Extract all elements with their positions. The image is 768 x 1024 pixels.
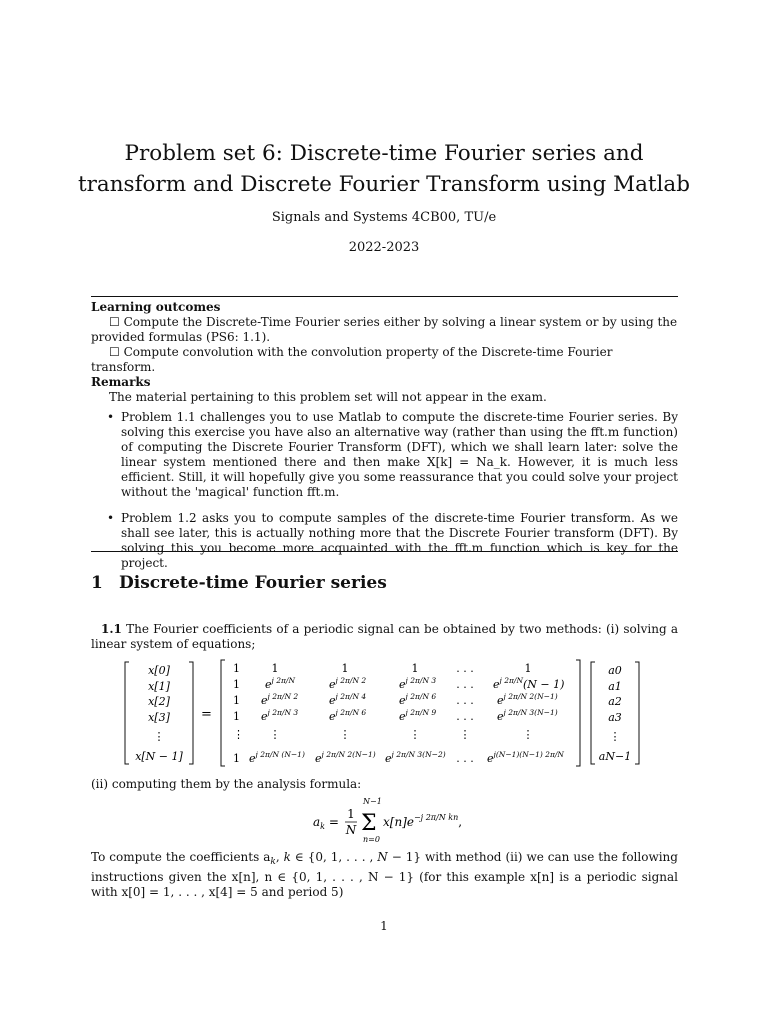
problem-text: The Fourier coefficients of a periodic signal can be obtained by two methods: (i) solving a linear system of equations;: [91, 622, 679, 651]
lhs-xN: x[N − 1]: [135, 750, 183, 763]
outcome-1: [91, 315, 678, 345]
svg-text:1: 1: [233, 694, 240, 707]
svg-text:ej 2π/N 2(N−1): $e^{j 2\pi/N 2(N-1)}$: [497, 692, 558, 707]
svg-text:1: 1: [233, 662, 240, 675]
outcome-1-text: ☐ Compute the Discrete-Time Fourier series either by solving a linear system or by using the provided formulas (PS6: 1.1).: [91, 315, 678, 344]
title-line-2: transform and Discrete Fourier Transform using Matlab: [77, 172, 691, 197]
problem-intro: [91, 622, 678, 652]
svg-text:1: 1: [233, 678, 240, 691]
linear-system-equation: [91, 656, 678, 772]
equals-sign: =: [201, 707, 212, 722]
remark-bullet-1: • Problem 1.1 challenges you to use Matlab to compute the discrete-time Fourier series. By solving this exercise you have also an alternative way (rather than using the fft.m function) of computing the Discrete Fourier Transform (DFT), which we shall learn later: solve the linear system mentioned there and then make X[k] = Na_k. However, it is much less efficient. Still, it will hopefully give you some reassurance that you could solve your project without the 'magical' function fft.m.: [91, 410, 678, 500]
remarks-heading: Remarks: [91, 375, 151, 389]
svg-text:ej 2π/N 6: $e^{j 2\pi/N 6}$: [399, 692, 437, 707]
svg-text:ak =: $a_k$ =: [313, 815, 339, 831]
instructions-paragraph: To compute the coefficients $a_k$, k ∈ {0, 1, . . . , N − 1} with method (ii) we can use the following instructions given the x[n], n ∈ {0, 1, . . . , N − 1} (for this example x[n] is a periodic signal with x[0] = 1, . . . , x[4] = 5 and period 5): [91, 850, 678, 899]
lhs-x3: x[3]: [148, 711, 170, 724]
svg-text:1: 1: [341, 662, 349, 675]
svg-text:⋮: ⋮: [339, 728, 351, 741]
right-bracket-lhs: [189, 662, 193, 764]
rhs-a3: a3: [608, 711, 622, 724]
learning-outcomes-heading: Learning outcomes: [91, 300, 221, 314]
remarks-list: [91, 410, 678, 571]
svg-text:ej 2π/N 3: $e^{j 2\pi/N 3}$: [399, 676, 437, 691]
section-heading: [91, 573, 387, 593]
svg-text:1: 1: [347, 807, 355, 821]
svg-text:ej 2π/N 2: $e^{j 2\pi/N 2}$: [261, 692, 299, 707]
svg-text:x[n]e−j 2π/N kn,: $x[n]e^{-j 2\pi/N kn}$,: [383, 813, 463, 829]
lhs-x1: x[1]: [148, 680, 170, 693]
svg-text:⋮: ⋮: [409, 728, 421, 741]
svg-text:⋮: ⋮: [459, 728, 471, 741]
svg-text:1: 1: [524, 662, 532, 675]
svg-text:1: 1: [271, 662, 279, 675]
svg-text:ej 2π/N(N − 1): $e^{j 2\pi/N}(N - 1)$: [493, 676, 565, 691]
svg-text:ej 2π/N: $e^{j 2\pi/N}$: [265, 676, 296, 691]
svg-text:. . .: . . .: [456, 752, 474, 765]
svg-text:⋮: ⋮: [269, 728, 281, 741]
section-title: Discrete-time Fourier series: [119, 573, 387, 593]
left-bracket-lhs: [125, 662, 129, 764]
outcome-2: [91, 345, 678, 375]
svg-text:n=0: n=0: [363, 835, 380, 844]
lhs-x0: x[0]: [148, 664, 170, 677]
outcome-2-text: ☐ Compute convolution with the convolution property of the Discrete-time Fourier transform.: [91, 345, 613, 374]
svg-text:1: 1: [411, 662, 419, 675]
bottom-divider: [91, 551, 678, 552]
method-two-text: (ii) computing them by the analysis formula:: [91, 777, 362, 791]
right-bracket-rhs: [635, 662, 639, 764]
svg-text:N: N: [345, 823, 357, 837]
svg-text:⋮: ⋮: [233, 728, 244, 741]
svg-text:⋮: ⋮: [522, 728, 534, 741]
svg-text:N−1: N−1: [363, 797, 382, 806]
rhs-aN: aN−1: [598, 750, 632, 763]
svg-text:ej 2π/N 3(N−2): $e^{j 2\pi/N 3(N-2)}$: [385, 750, 446, 765]
instructions-start: To compute the coefficients a: [91, 850, 271, 864]
rhs-dots: ⋮: [609, 730, 621, 743]
svg-text:. . .: . . .: [456, 710, 474, 723]
svg-text:ej 2π/N 4: $e^{j 2\pi/N 4}$: [329, 692, 367, 707]
left-bracket-matrix: [221, 660, 225, 766]
title-line-1: Problem set 6: Discrete-time Fourier series and: [124, 141, 644, 166]
top-divider: [91, 296, 678, 297]
rhs-a0: a0: [608, 664, 622, 677]
page-number: 1: [380, 919, 388, 933]
left-bracket-rhs: [591, 662, 595, 764]
svg-text:ej 2π/N 3: $e^{j 2\pi/N 3}$: [261, 708, 299, 723]
document-title: [60, 138, 708, 200]
section-number: 1: [91, 573, 103, 593]
remark-bullet-2: • Problem 1.2 asks you to compute samples of the discrete-time Fourier transform. As we shall see later, this is actually nothing more that the Discrete Fourier transform (DFT). By solving this you become more acquainted with the fft.m function which is key for the project.: [91, 511, 678, 571]
svg-text:1: 1: [233, 752, 240, 765]
course-name: Signals and Systems 4CB00, TU/e: [271, 210, 497, 225]
svg-text:ej 2π/N 2(N−1): $e^{j 2\pi/N 2(N-1)}$: [315, 750, 376, 765]
remarks-intro: The material pertaining to this problem set will not appear in the exam.: [109, 390, 547, 404]
outcomes-box: [91, 300, 678, 582]
svg-text:ej 2π/N 2: $e^{j 2\pi/N 2}$: [329, 676, 367, 691]
rhs-a2: a2: [608, 695, 622, 708]
svg-text:ej 2π/N (N−1): $e^{j 2\pi/N (N-1)}$: [249, 750, 305, 765]
rhs-a1: a1: [608, 680, 622, 693]
right-bracket-matrix: [576, 660, 580, 766]
svg-text:. . .: . . .: [456, 694, 474, 707]
academic-year: 2022-2023: [348, 240, 420, 255]
instructions-end: with method (ii) we can use the following instructions given the x[n], n ∈ {0, 1, . . . , N − 1} (for this example x[n] is a periodic signal with x[0] = 1, . . . , x[4] = 5 and period 5): [91, 850, 678, 899]
svg-text:. . .: . . .: [456, 678, 474, 691]
svg-text:ej(N−1)(N−1) 2π/N: $e^{j(N-1)(N-1) 2\pi/N}$: [487, 750, 564, 765]
analysis-formula: [91, 796, 678, 846]
svg-text:Σ: Σ: [361, 811, 377, 836]
svg-text:1: 1: [233, 710, 240, 723]
svg-text:ej 2π/N 3(N−1): $e^{j 2\pi/N 3(N-1)}$: [497, 708, 558, 723]
problem-number: 1.1: [101, 622, 122, 636]
svg-text:. . .: . . .: [456, 662, 474, 675]
lhs-dots: ⋮: [153, 730, 165, 743]
svg-text:ej 2π/N 6: $e^{j 2\pi/N 6}$: [329, 708, 367, 723]
svg-text:ej 2π/N 9: $e^{j 2\pi/N 9}$: [399, 708, 437, 723]
lhs-x2: x[2]: [148, 695, 170, 708]
